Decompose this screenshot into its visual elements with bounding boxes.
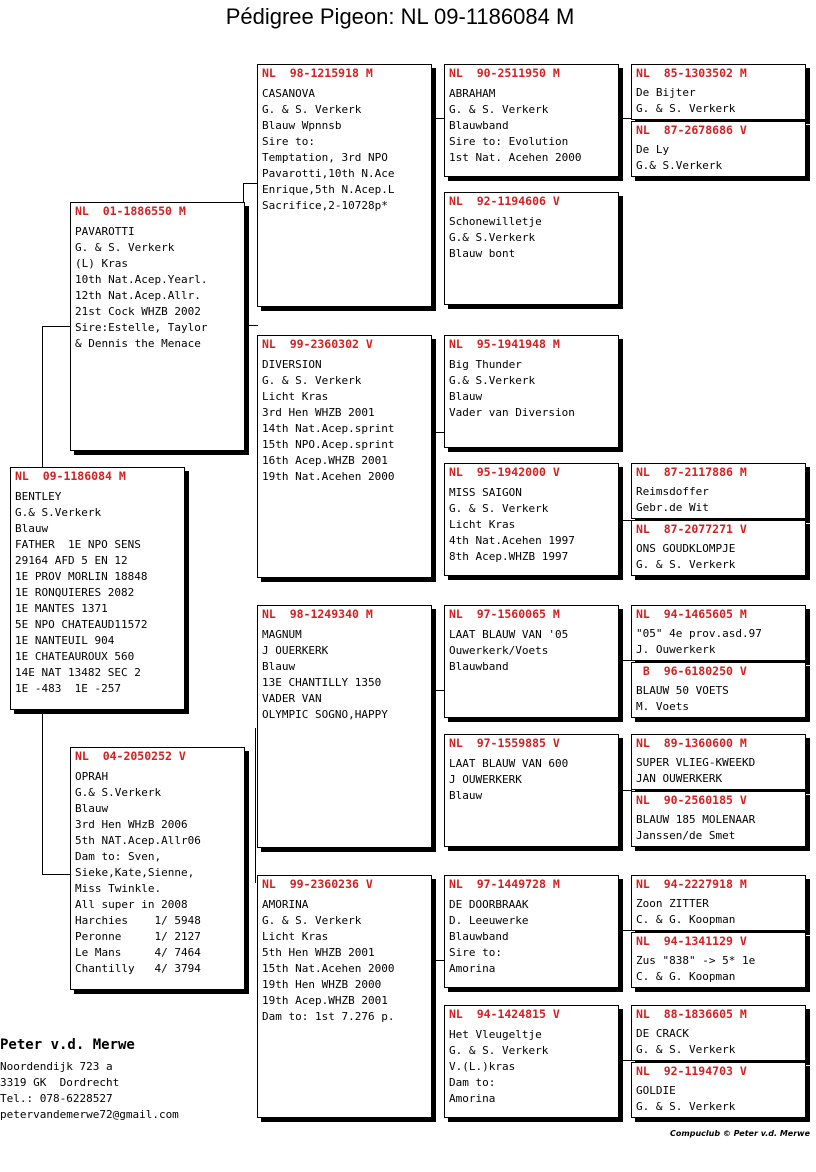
ring-number: NL 95-1942000 V [449, 465, 560, 479]
pigeon-details: Big Thunder G.& S.Verkerk Blauw Vader van Diversion [449, 358, 575, 419]
ring-number: NL 87-2117886 M [636, 465, 747, 479]
connector-line [618, 790, 632, 791]
great-grandparent-card[interactable] [444, 605, 619, 718]
ring-number: NL 92-1194606 V [449, 194, 560, 208]
great-grandparent-card[interactable] [444, 463, 619, 576]
ring-number: NL 97-1449728 M [449, 877, 560, 891]
pigeon-details: DE CRACK G. & S. Verkerk [636, 1027, 736, 1056]
pigeon-details: DIVERSION G. & S. Verkerk Licht Kras 3rd Hen WHZB 2001 14th Nat.Acep.sprint 15th NPO.Acep.sprint 16th Acep.WHZB 2001 19th Nat.Acehen 2000 [262, 358, 395, 483]
great-grandparent-card[interactable] [444, 734, 619, 847]
connector-line [618, 118, 632, 119]
connector-line [42, 326, 71, 327]
ring-number: NL 04-2050252 V [75, 749, 186, 763]
pigeon-details: ONS GOUDKLOMPJE G. & S. Verkerk [636, 542, 736, 571]
owner-email[interactable]: petervandemerwe72@gmail.com [0, 1108, 179, 1121]
pigeon-details: BLAUW 50 VOETS M. Voets [636, 684, 729, 713]
ring-number: NL 85-1303502 M [636, 66, 747, 80]
pigeon-details: OPRAH G.& S.Verkerk Blauw 3rd Hen WHzB 2006 5th NAT.Acep.Allr06 Dam to: Sven, Sieke,Kate,Sienne, Miss Twinkle. All super in 2008 Harchies 1/ 5948 Peronne 1/ 2127 Le Mans 4/ 7464 Chantilly 4/ 3794 [75, 770, 201, 975]
ring-number: NL 92-1194703 V [636, 1064, 747, 1078]
paternal-grandmother-card[interactable] [257, 335, 432, 578]
ring-number: NL 97-1559885 V [449, 736, 560, 750]
ring-number: NL 89-1360600 M [636, 736, 747, 750]
mother-card[interactable] [70, 747, 245, 990]
connector-line [618, 520, 632, 521]
pigeon-details: PAVAROTTI G. & S. Verkerk (L) Kras 10th Nat.Acep.Yearl. 12th Nat.Acep.Allr. 21st Cock WHZB 2002 Sire:Estelle, Taylor & Dennis the Menace [75, 225, 208, 350]
connector-line [42, 326, 43, 468]
pigeon-details: CASANOVA G. & S. Verkerk Blauw Wpnnsb Sire to: Temptation, 3rd NPO Pavarotti,10th N.Ace Enrique,5th N.Acep.L Sacrifice,2-10728p* [262, 87, 395, 212]
connector-line [618, 1060, 632, 1061]
connector-line [431, 690, 445, 691]
connector-line [255, 728, 256, 883]
ring-number: NL 99-2360236 V [262, 877, 373, 891]
ring-number: NL 94-1341129 V [636, 934, 747, 948]
great-great-grandparent-card[interactable] [631, 1062, 806, 1118]
subject-pigeon-card[interactable] [10, 467, 185, 710]
ring-number: NL 94-2227918 M [636, 877, 747, 891]
owner-phone: Tel.: 078-6228527 [0, 1092, 113, 1105]
owner-address: Noordendijk 723 a [0, 1060, 113, 1073]
ring-number: NL 98-1249340 M [262, 607, 373, 621]
father-card[interactable] [70, 202, 245, 451]
connector-line [42, 874, 71, 875]
ring-number: NL 90-2560185 V [636, 793, 747, 807]
ring-number: NL 09-1186084 M [15, 469, 126, 483]
pigeon-details: AMORINA G. & S. Verkerk Licht Kras 5th Hen WHZB 2001 15th Nat.Acehen 2000 19th Hen WHZB 2000 19th Acep.WHZB 2001 Dam to: 1st 7.276 p. [262, 898, 395, 1023]
great-grandparent-card[interactable] [444, 875, 619, 988]
pigeon-details: De Ly G.& S.Verkerk [636, 143, 723, 172]
pigeon-details: Zoon ZITTER C. & G. Koopman [636, 897, 736, 926]
pigeon-details: SUPER VLIEG-KWEEKD JAN OUWERKERK [636, 756, 756, 785]
ring-number: NL 01-1886550 M [75, 204, 186, 218]
great-great-grandparent-card[interactable] [631, 662, 806, 718]
pigeon-details: Reimsdoffer Gebr.de Wit [636, 485, 709, 514]
connector-line [431, 118, 445, 119]
pigeon-details: Het Vleugeltje G. & S. Verkerk V.(L.)kras Dam to: Amorina [449, 1028, 549, 1105]
great-great-grandparent-card[interactable] [631, 520, 806, 576]
pigeon-details: MAGNUM J OUERKERK Blauw 13E CHANTILLY 1350 VADER VAN OLYMPIC SOGNO,HAPPY [262, 628, 388, 721]
ring-number: NL 98-1215918 M [262, 66, 373, 80]
maternal-grandmother-card[interactable] [257, 875, 432, 1118]
owner-info [0, 1035, 179, 1123]
great-grandparent-card[interactable] [444, 1005, 619, 1118]
pigeon-details: LAAT BLAUW VAN '05 Ouwerkerk/Voets Blauwband [449, 628, 569, 673]
pigeon-details: MISS SAIGON G. & S. Verkerk Licht Kras 4th Nat.Acehen 1997 8th Acep.WHZB 1997 [449, 486, 575, 563]
great-great-grandparent-card[interactable] [631, 605, 806, 661]
pigeon-details: Zus "838" -> 5* 1e C. & G. Koopman [636, 954, 756, 983]
ring-number: NL 94-1424815 V [449, 1007, 560, 1021]
connector-line [42, 712, 43, 874]
maternal-grandfather-card[interactable] [257, 605, 432, 848]
great-great-grandparent-card[interactable] [631, 1005, 806, 1061]
connector-line [618, 930, 632, 931]
great-great-grandparent-card[interactable] [631, 734, 806, 790]
pigeon-details: De Bijter G. & S. Verkerk [636, 86, 736, 115]
page-title: Pédigree Pigeon: NL 09-1186084 M [225, 4, 575, 29]
pigeon-details: BENTLEY G.& S.Verkerk Blauw FATHER 1E NPO SENS 29164 AFD 5 EN 12 1E PROV MORLIN 18848 1E RONQUIERES 2082 1E MANTES 1371 5E NPO CHATEAUD11572 1E NANTEUIL 904 1E CHATEAUROUX 560 14E NAT 13482 SEC 2 1E -483 1E -257 [15, 490, 148, 695]
connector-line [431, 432, 445, 433]
great-grandparent-card[interactable] [444, 335, 619, 448]
connector-line [431, 960, 445, 961]
pigeon-details: DE DOORBRAAK D. Leeuwerke Blauwband Sire to: Amorina [449, 898, 529, 975]
ring-number: NL 95-1941948 M [449, 337, 560, 351]
great-great-grandparent-card[interactable] [631, 463, 806, 519]
great-grandparent-card[interactable] [444, 192, 619, 305]
ring-number: NL 94-1465605 M [636, 607, 747, 621]
great-great-grandparent-card[interactable] [631, 875, 806, 931]
ring-number: NL 87-2678686 V [636, 123, 747, 137]
software-credit: Compuclub © Peter v.d. Merwe [670, 1129, 810, 1138]
ring-number: NL 97-1560065 M [449, 607, 560, 621]
connector-line [243, 183, 258, 184]
paternal-grandfather-card[interactable] [257, 64, 432, 307]
pigeon-details: Schonewilletje G.& S.Verkerk Blauw bont [449, 215, 542, 260]
pigeon-details: ABRAHAM G. & S. Verkerk Blauwband Sire to: Evolution 1st Nat. Acehen 2000 [449, 87, 582, 164]
owner-name: Peter v.d. Merwe [0, 1037, 135, 1053]
ring-number: NL 88-1836605 M [636, 1007, 747, 1021]
pigeon-details: "05" 4e prov.asd.97 J. Ouwerkerk [636, 627, 762, 656]
ring-number: NL 87-2077271 V [636, 522, 747, 536]
great-great-grandparent-card[interactable] [631, 791, 806, 847]
owner-city: 3319 GK Dordrecht [0, 1076, 120, 1089]
pigeon-details: GOLDIE G. & S. Verkerk [636, 1084, 736, 1113]
connector-line [618, 660, 632, 661]
connector-line [243, 325, 258, 326]
great-grandparent-card[interactable] [444, 64, 619, 177]
great-great-grandparent-card[interactable] [631, 121, 806, 177]
ring-number: NL 90-2511950 M [449, 66, 560, 80]
ring-number: B 96-6180250 V [636, 664, 747, 678]
ring-number: NL 99-2360302 V [262, 337, 373, 351]
pigeon-details: BLAUW 185 MOLENAAR Janssen/de Smet [636, 813, 756, 842]
great-great-grandparent-card[interactable] [631, 932, 806, 988]
great-great-grandparent-card[interactable] [631, 64, 806, 120]
pigeon-details: LAAT BLAUW VAN 600 J OUWERKERK Blauw [449, 757, 569, 802]
